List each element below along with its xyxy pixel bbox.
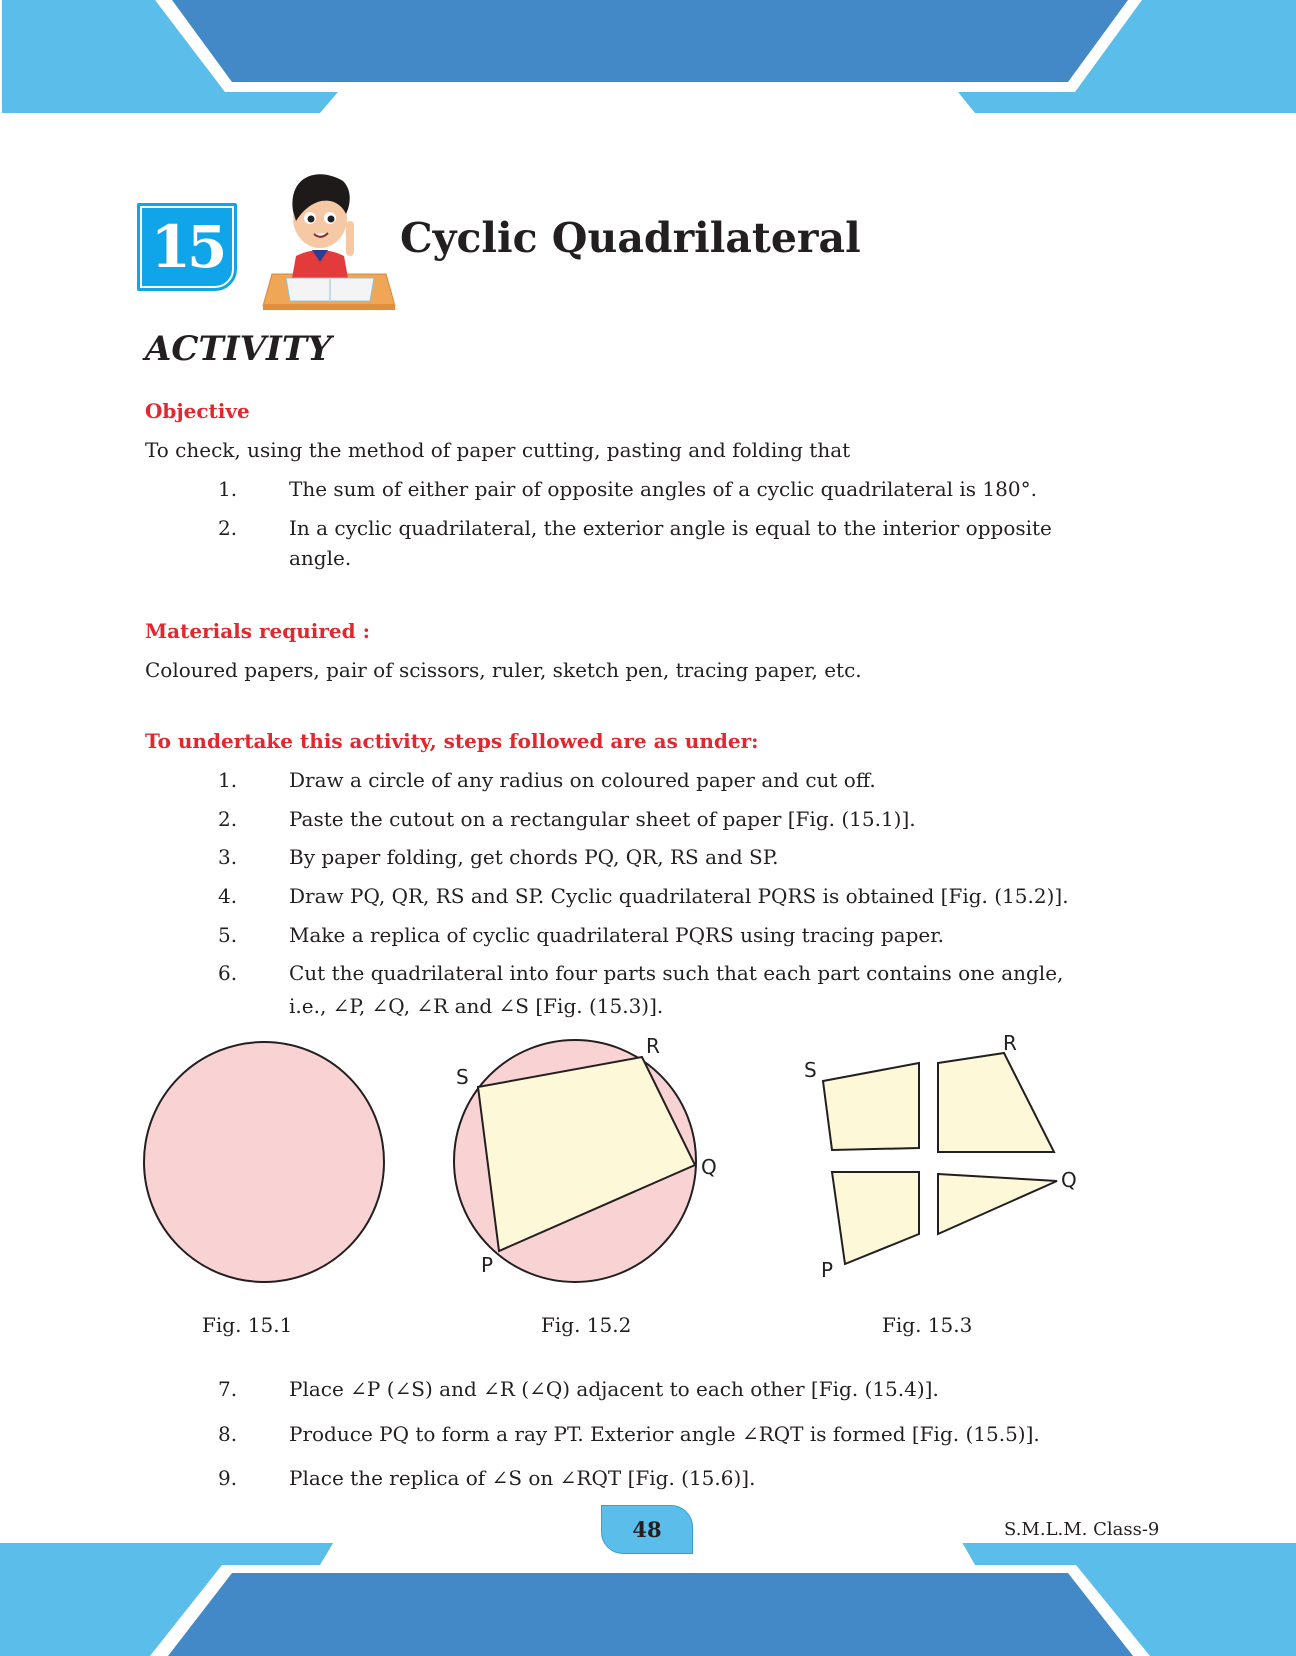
- fig-15-2-label-p: P: [481, 1253, 494, 1277]
- fig-15-3-label-r: R: [1003, 1031, 1017, 1055]
- header-banner: [0, 0, 1296, 120]
- fig-15-3-label-s: S: [804, 1058, 817, 1082]
- fig-15-3-piece-p: [832, 1172, 919, 1264]
- fig-caption-2: Fig. 15.2: [541, 1313, 632, 1337]
- student-illustration: [258, 166, 403, 311]
- book-label: S.M.L.M. Class-9: [1004, 1519, 1160, 1540]
- step-item: Draw PQ, QR, RS and SP. Cyclic quadrilateral PQRS is obtained [Fig. (15.2)].: [289, 884, 1069, 908]
- fig-15-3-piece-r: [938, 1053, 1054, 1152]
- figures: [0, 1020, 1296, 1320]
- materials-heading: Materials required :: [145, 619, 370, 643]
- chapter-number: 15: [150, 213, 224, 281]
- objective-intro: To check, using the method of paper cutting, pasting and folding that: [145, 438, 851, 462]
- step-num: 2.: [218, 807, 238, 831]
- fig-15-1-circle: [144, 1042, 384, 1282]
- step-num: 7.: [218, 1377, 238, 1401]
- step-item: By paper folding, get chords PQ, QR, RS and SP.: [289, 845, 779, 869]
- objective-num-1: 1.: [218, 477, 238, 501]
- objective-item-2: In a cyclic quadrilateral, the exterior angle is equal to the interior opposite: [289, 516, 1052, 540]
- fig-15-2-label-r: R: [646, 1034, 660, 1058]
- steps-heading: To undertake this activity, steps followed are as under:: [145, 729, 759, 753]
- chapter-title: Cyclic Quadrilateral: [400, 214, 861, 262]
- objective-item-1: The sum of either pair of opposite angles of a cyclic quadrilateral is 180°.: [289, 477, 1037, 501]
- step-item: Draw a circle of any radius on coloured paper and cut off.: [289, 768, 876, 792]
- step-item-cont: i.e., ∠P, ∠Q, ∠R and ∠S [Fig. (15.3)].: [289, 994, 664, 1018]
- fig-15-2-label-s: S: [456, 1065, 469, 1089]
- step-num: 6.: [218, 961, 238, 985]
- fig-15-3-label-q: Q: [1061, 1168, 1077, 1192]
- step-item: Produce PQ to form a ray PT. Exterior angle ∠RQT is formed [Fig. (15.5)].: [289, 1422, 1040, 1446]
- fig-15-3-piece-q: [938, 1174, 1057, 1234]
- step-item: Place ∠P (∠S) and ∠R (∠Q) adjacent to each other [Fig. (15.4)].: [289, 1377, 939, 1401]
- step-num: 3.: [218, 845, 238, 869]
- fig-15-2-label-q: Q: [701, 1155, 717, 1179]
- chapter-number-badge: [137, 203, 237, 291]
- materials-text: Coloured papers, pair of scissors, ruler, sketch pen, tracing paper, etc.: [145, 658, 862, 682]
- page-number: 48: [632, 1517, 662, 1542]
- step-item: Place the replica of ∠S on ∠RQT [Fig. (15.6)].: [289, 1466, 756, 1490]
- step-num: 4.: [218, 884, 238, 908]
- step-item: Cut the quadrilateral into four parts such that each part contains one angle,: [289, 961, 1064, 985]
- step-num: 9.: [218, 1466, 238, 1490]
- fig-15-3-label-p: P: [821, 1258, 834, 1282]
- objective-num-2: 2.: [218, 516, 238, 540]
- fig-caption-1: Fig. 15.1: [202, 1313, 293, 1337]
- fig-caption-3: Fig. 15.3: [882, 1313, 973, 1337]
- fig-15-3-piece-s: [823, 1063, 919, 1150]
- step-num: 5.: [218, 923, 238, 947]
- objective-item-2-cont: angle.: [289, 546, 352, 570]
- step-item: Make a replica of cyclic quadrilateral PQRS using tracing paper.: [289, 923, 944, 947]
- section-title: ACTIVITY: [145, 329, 332, 369]
- step-num: 8.: [218, 1422, 238, 1446]
- step-item: Paste the cutout on a rectangular sheet of paper [Fig. (15.1)].: [289, 807, 916, 831]
- page-number-tab: [601, 1505, 693, 1554]
- objective-heading: Objective: [145, 399, 250, 423]
- step-num: 1.: [218, 768, 238, 792]
